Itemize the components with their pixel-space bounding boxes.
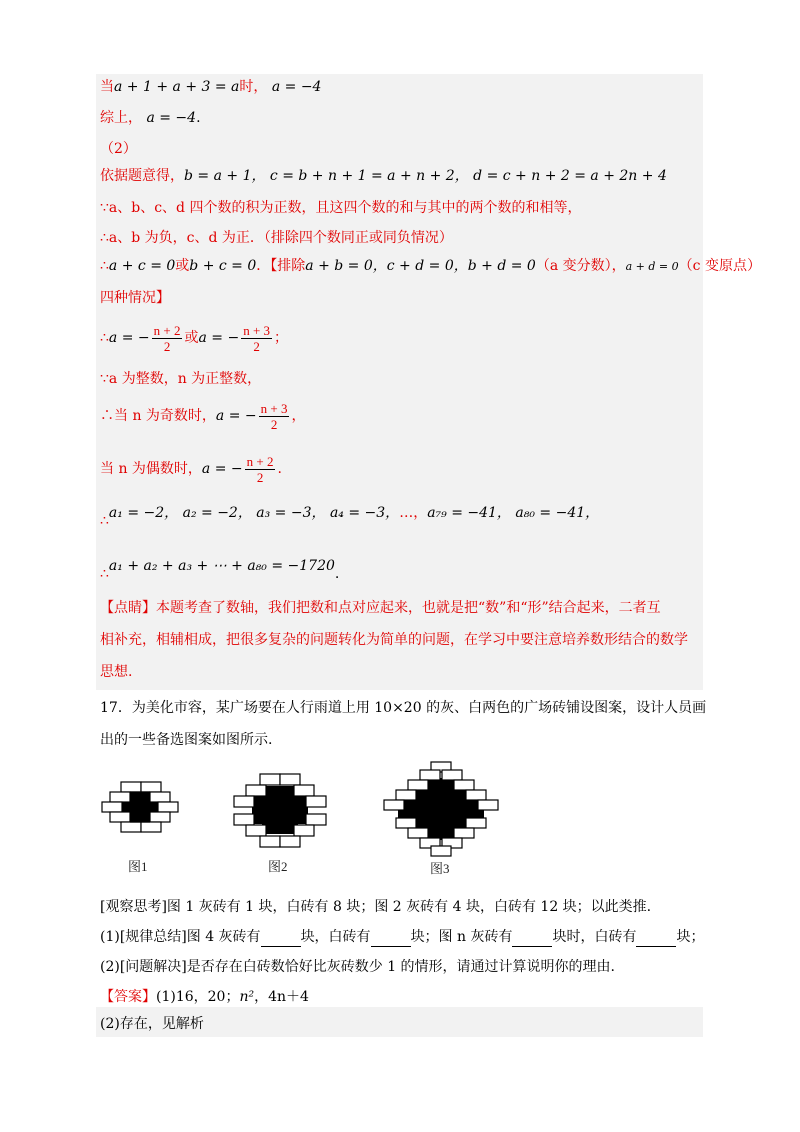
text: ∴ xyxy=(100,258,109,274)
text: 时， xyxy=(239,79,268,95)
answer-line-1 xyxy=(100,987,309,1007)
observation-line xyxy=(100,897,651,917)
text: ∴ xyxy=(100,513,109,529)
solution-line-12 xyxy=(100,451,282,487)
comment-line-3 xyxy=(100,662,132,682)
numerator: n + 2 xyxy=(246,453,274,469)
numerator: n + 3 xyxy=(243,322,271,338)
numerator: n + 2 xyxy=(153,322,181,338)
text: 综上， xyxy=(100,110,142,126)
text: ，4n＋4 xyxy=(254,989,309,1005)
text: 块； xyxy=(676,929,705,945)
text: …， xyxy=(399,505,428,521)
text: 四种情况】 xyxy=(100,290,170,306)
text: ∴a、b 为负，c、d 为正．（排除四个数同正或同负情况） xyxy=(100,230,453,246)
text: (2)存在，见解析 xyxy=(100,1016,204,1032)
solution-line-9 xyxy=(100,320,288,356)
text: 块，白砖有 xyxy=(300,929,371,945)
equation: a = −4 xyxy=(146,110,197,126)
text: (1)[规律总结]图 4 灰砖有 xyxy=(100,929,261,945)
solution-line-3 xyxy=(100,139,137,159)
equation: ，c + d = 0，b + d = 0 xyxy=(372,258,536,274)
equation: a₇₉ = −41， a₈₀ = −41， xyxy=(427,505,600,521)
equation: b + c = 0 xyxy=(189,258,257,274)
part-1-line xyxy=(100,927,704,947)
part-label: （2） xyxy=(100,141,137,157)
equation: a = −4 xyxy=(271,79,322,95)
text: . xyxy=(334,566,340,582)
text: 出的一些备选图案如图所示. xyxy=(100,732,273,748)
equation: a = − xyxy=(198,330,240,346)
equation: a = − xyxy=(108,330,150,346)
figure-1-caption: 图1 xyxy=(128,859,148,874)
question-line-1 xyxy=(100,698,706,718)
text: 或 xyxy=(175,258,190,274)
solution-line-8 xyxy=(100,288,170,308)
denominator: 2 xyxy=(256,469,264,485)
text: ， xyxy=(291,408,306,424)
solution-line-11 xyxy=(100,398,305,434)
text: 块；图 n 灰砖有 xyxy=(410,929,513,945)
equation: a + c = 0 xyxy=(108,258,176,274)
equation: a₁ = −2， a₂ = −2， a₃ = −3， a₄ = −3， xyxy=(108,505,400,521)
solution-line-1 xyxy=(100,77,321,97)
text: ．【排除 xyxy=(256,258,306,274)
equation: a = − xyxy=(215,408,257,424)
text: ∴ xyxy=(100,566,109,582)
figure-3 xyxy=(382,760,500,858)
blank-1[interactable] xyxy=(261,932,301,947)
text: ； xyxy=(274,330,289,346)
solution-line-13 xyxy=(100,503,600,529)
equation: a = − xyxy=(201,461,243,477)
solution-line-5 xyxy=(100,198,581,218)
denominator: 2 xyxy=(253,338,260,354)
question-line-2 xyxy=(100,730,272,750)
solution-line-7 xyxy=(100,256,761,277)
answer-line-2 xyxy=(100,1014,204,1034)
fraction xyxy=(245,454,276,485)
text: 当 xyxy=(100,79,114,95)
figure-2-caption: 图2 xyxy=(268,859,288,874)
text: [观察思考]图 1 灰砖有 1 块，白砖有 8 块；图 2 灰砖有 4 块，白砖有 12 块；以此类推. xyxy=(100,899,652,915)
text: (2)[问题解决]是否存在白砖数恰好比灰砖数少 1 的情形，请通过计算说明你的理由. xyxy=(100,959,616,975)
solution-line-14 xyxy=(100,556,340,582)
text: （c 变原点） xyxy=(678,258,761,274)
part-2-line xyxy=(100,957,615,977)
fraction xyxy=(241,323,272,354)
blank-3[interactable] xyxy=(512,932,552,947)
text: ∴当 n 为奇数时， xyxy=(100,408,216,424)
equation: a + d = 0 xyxy=(625,260,679,273)
text: 或 xyxy=(184,330,199,346)
figure-1 xyxy=(100,780,180,836)
denominator: 2 xyxy=(163,338,171,354)
fraction xyxy=(259,401,290,432)
equation: a₁ + a₂ + a₃ + ⋯ + a₈₀ = −1720 xyxy=(108,558,335,574)
fraction xyxy=(152,323,183,354)
text: . xyxy=(196,110,201,126)
equation: n² xyxy=(239,989,255,1005)
text: （a 变分数）， xyxy=(535,258,626,274)
solution-line-6 xyxy=(100,228,453,248)
figure-3-caption: 图3 xyxy=(430,861,450,876)
text: 【点睛】本题考查了数轴，我们把数和点对应起来，也就是把“数”和“形”结合起来，二者互 xyxy=(100,600,661,616)
solution-line-4 xyxy=(100,166,667,186)
answer-label: 【答案】 xyxy=(100,989,156,1005)
denominator: 2 xyxy=(270,416,278,432)
text: ∵a、b、c、d 四个数的积为正数，且这四个数的和与其中的两个数的和相等， xyxy=(100,200,582,216)
comment-line-2 xyxy=(100,630,688,650)
text: 17．为美化市容，某广场要在人行雨道上用 10×20 的灰、白两色的广场砖铺设图案，设计人员画 xyxy=(100,700,707,716)
numerator: n + 3 xyxy=(260,400,288,416)
text: 思想. xyxy=(100,664,133,680)
figure-2 xyxy=(230,770,330,850)
blank-4[interactable] xyxy=(636,932,676,947)
blank-2[interactable] xyxy=(371,932,411,947)
equation: a + b = 0 xyxy=(305,258,373,274)
text: 当 n 为偶数时， xyxy=(100,461,202,477)
text: 依据题意得， xyxy=(100,168,184,184)
text: ∵a 为整数，n 为正整数， xyxy=(100,371,262,387)
text: . xyxy=(277,461,282,477)
equation: b = a + 1， c = b + n + 1 = a + n + 2， d = c + n + 2 = a + 2n + 4 xyxy=(184,168,667,184)
text: (1)16，20； xyxy=(156,989,240,1005)
solution-line-10 xyxy=(100,369,261,389)
solution-line-2 xyxy=(100,108,201,128)
text: ∴ xyxy=(100,330,109,346)
equation: a + 1 + a + 3 = a xyxy=(114,79,240,95)
comment-line-1 xyxy=(100,598,661,618)
text: 相补充，相辅相成，把很多复杂的问题转化为简单的问题，在学习中要注意培养数形结合的数学 xyxy=(100,632,688,648)
text: 块时，白砖有 xyxy=(552,929,637,945)
